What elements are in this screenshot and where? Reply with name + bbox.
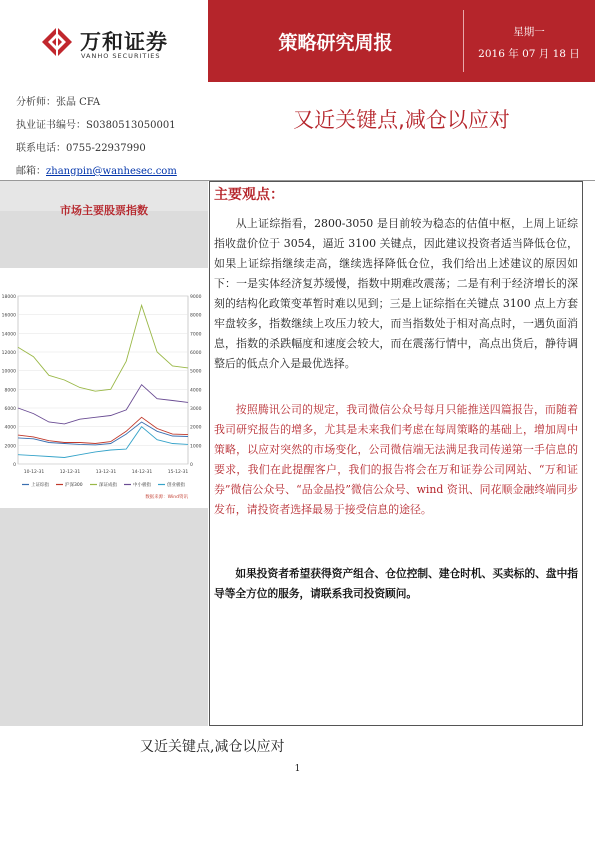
report-type: 策略研究周报 <box>278 32 393 54</box>
x-tick-label: 10-12-31 <box>23 470 45 475</box>
logo-english: VANHO SECURITIES <box>81 52 161 60</box>
footer-title: 又近关键点,减仓以应对 <box>140 739 285 755</box>
y-left-tick-label: 8000 <box>4 388 16 394</box>
y-right-tick-label: 5000 <box>190 369 202 375</box>
sidebar-title: 市场主要股票指数 <box>60 204 148 217</box>
paragraph-contact: 如果投资者希望获得资产组合、仓位控制、建仓时机、买卖标的、盘中指导等全方位的服务，请联系我司投资顾问。 <box>214 567 578 600</box>
y-right-tick-label: 2000 <box>190 425 202 431</box>
y-right-tick-label: 4000 <box>190 388 202 394</box>
y-left-tick-label: 14000 <box>1 332 16 338</box>
y-right-tick-label: 1000 <box>190 444 202 450</box>
legend-label: 沪深300 <box>65 483 83 488</box>
plot-area <box>18 296 188 464</box>
index-chart <box>0 268 208 508</box>
y-right-tick-label: 7000 <box>190 332 202 338</box>
x-tick-label: 13-12-31 <box>95 470 117 475</box>
chart-source: 数据来源：Wind资讯 <box>145 495 188 500</box>
analyst-name: 分析师：张晶 CFA <box>16 97 101 108</box>
report-title: 又近关键点,减仓以应对 <box>293 108 510 132</box>
header-date-panel <box>463 0 595 82</box>
email-label: 邮箱： <box>16 166 46 177</box>
y-right-tick-label: 3000 <box>190 407 202 412</box>
header-weekday: 星期一 <box>513 26 545 38</box>
y-left-tick-label: 12000 <box>1 351 16 356</box>
y-left-tick-label: 2000 <box>4 444 16 450</box>
y-left-tick-label: 16000 <box>1 313 16 319</box>
email-link[interactable]: zhangpin@wanhesec.com <box>46 166 177 177</box>
x-tick-label: 15-12-31 <box>167 470 189 475</box>
paragraph-notice: 按照腾讯公司的规定，我司微信公众号每月只能推送四篇报告，而随着我司研究报告的增多，尤其是未来我们考虑在每周策略的基础上，增加周中策略，以应对突然的市场变化，公司微信端无法满足我司传递第一手信息的要求，我们在此提醒客户，我们的报告将会在万和证券公司网站、“万和证券”微信公众号、“品金晶投”微信公众号、wind 资讯、同花顺金融终端同步发布，请投资者选择最易于接受信息的途径。 <box>214 403 578 516</box>
y-left-tick-label: 4000 <box>4 425 16 431</box>
y-left-tick-label: 10000 <box>1 369 16 375</box>
y-left-tick-label: 0 <box>13 463 16 468</box>
y-right-tick-label: 9000 <box>190 295 202 300</box>
logo-name: 万和证券 <box>80 30 168 54</box>
analyst-license: 执业证书编号：S0380513050001 <box>16 120 176 131</box>
paragraph-analysis: 从上证综指看，2800-3050 是目前较为稳态的估值中枢，上周上证综指收盘价位于 3054，逼近 3100 关键点，因此建议投资者适当降低仓位，如果上证综指继续走高，继续选择降低仓位，我们给出上述建议的原因如下：一是实体经济复苏缓慢，指数中期难改震荡；二是有利于经济增长的深刻的结构化政策变革暂时难以见到；三是上证综指在关键点 3100 点上方套牢盘较多，指数继续上攻压力较大，而当指数处于相对高点时，一遇负面消息，指数的杀跌幅度和速度会较大，而在震荡行情中，高点出货后，静待调整后的低点介入是最优选择。 <box>214 217 578 370</box>
legend-label: 创业板指 <box>167 483 185 488</box>
x-tick-label: 14-12-31 <box>131 470 153 475</box>
y-right-tick-label: 0 <box>190 463 193 468</box>
header-date: 2016 年 07 月 18 日 <box>478 48 580 60</box>
index-chart-svg <box>0 268 208 508</box>
x-tick-label: 12-12-31 <box>59 470 81 475</box>
legend-label: 深证成指 <box>99 483 117 488</box>
y-right-tick-label: 8000 <box>190 313 202 319</box>
y-left-tick-label: 18000 <box>1 295 16 300</box>
page-number: 1 <box>294 764 301 774</box>
vanho-logo-icon <box>42 27 72 57</box>
y-right-tick-label: 6000 <box>190 351 202 356</box>
main-heading: 主要观点： <box>214 187 284 203</box>
legend-label: 中小板指 <box>133 483 151 488</box>
legend-label: 上证综指 <box>31 483 49 488</box>
y-left-tick-label: 6000 <box>4 407 16 412</box>
analyst-phone: 联系电话：0755-22937990 <box>16 143 146 154</box>
analyst-email-line <box>16 162 177 177</box>
header-divider <box>463 10 464 72</box>
